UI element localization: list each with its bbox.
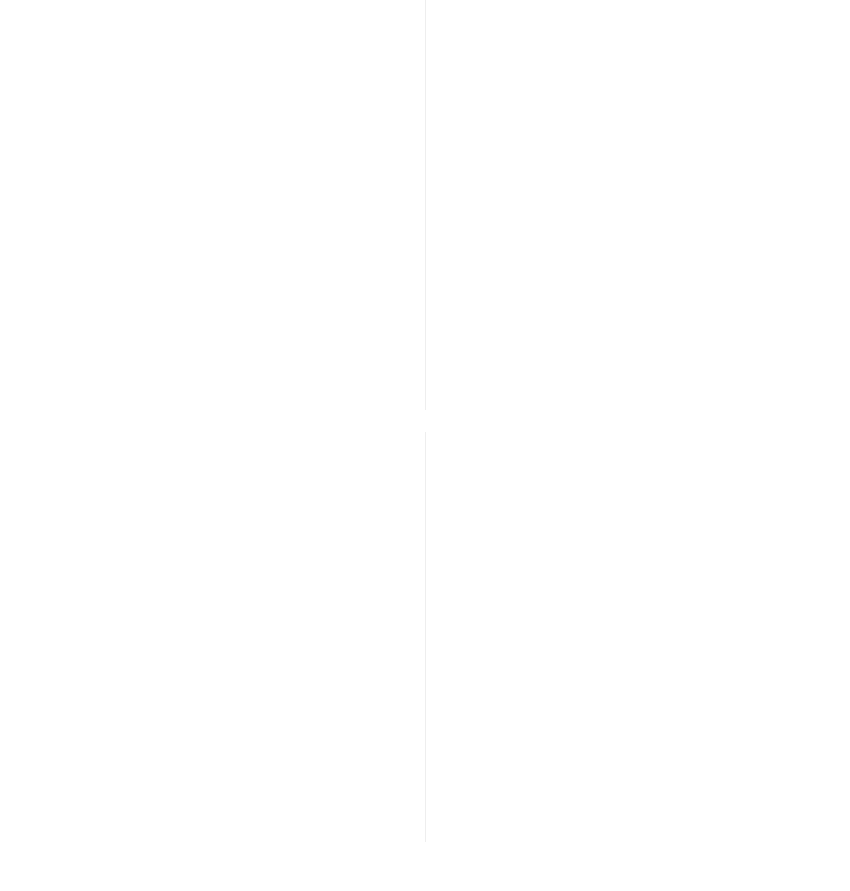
chart-panel-quarterly-amounts — [0, 428, 425, 848]
chart-panel-annual-amounts — [0, 0, 425, 410]
vertical-divider — [425, 0, 426, 410]
quarterly-amounts-chart — [0, 428, 425, 848]
annual-growth-chart — [425, 0, 850, 410]
vertical-divider — [425, 432, 426, 842]
annual-amounts-chart — [0, 0, 425, 410]
chart-panel-quarterly-growth — [425, 428, 850, 848]
chart-panel-annual-growth — [425, 0, 850, 410]
quarterly-growth-chart — [425, 428, 850, 848]
